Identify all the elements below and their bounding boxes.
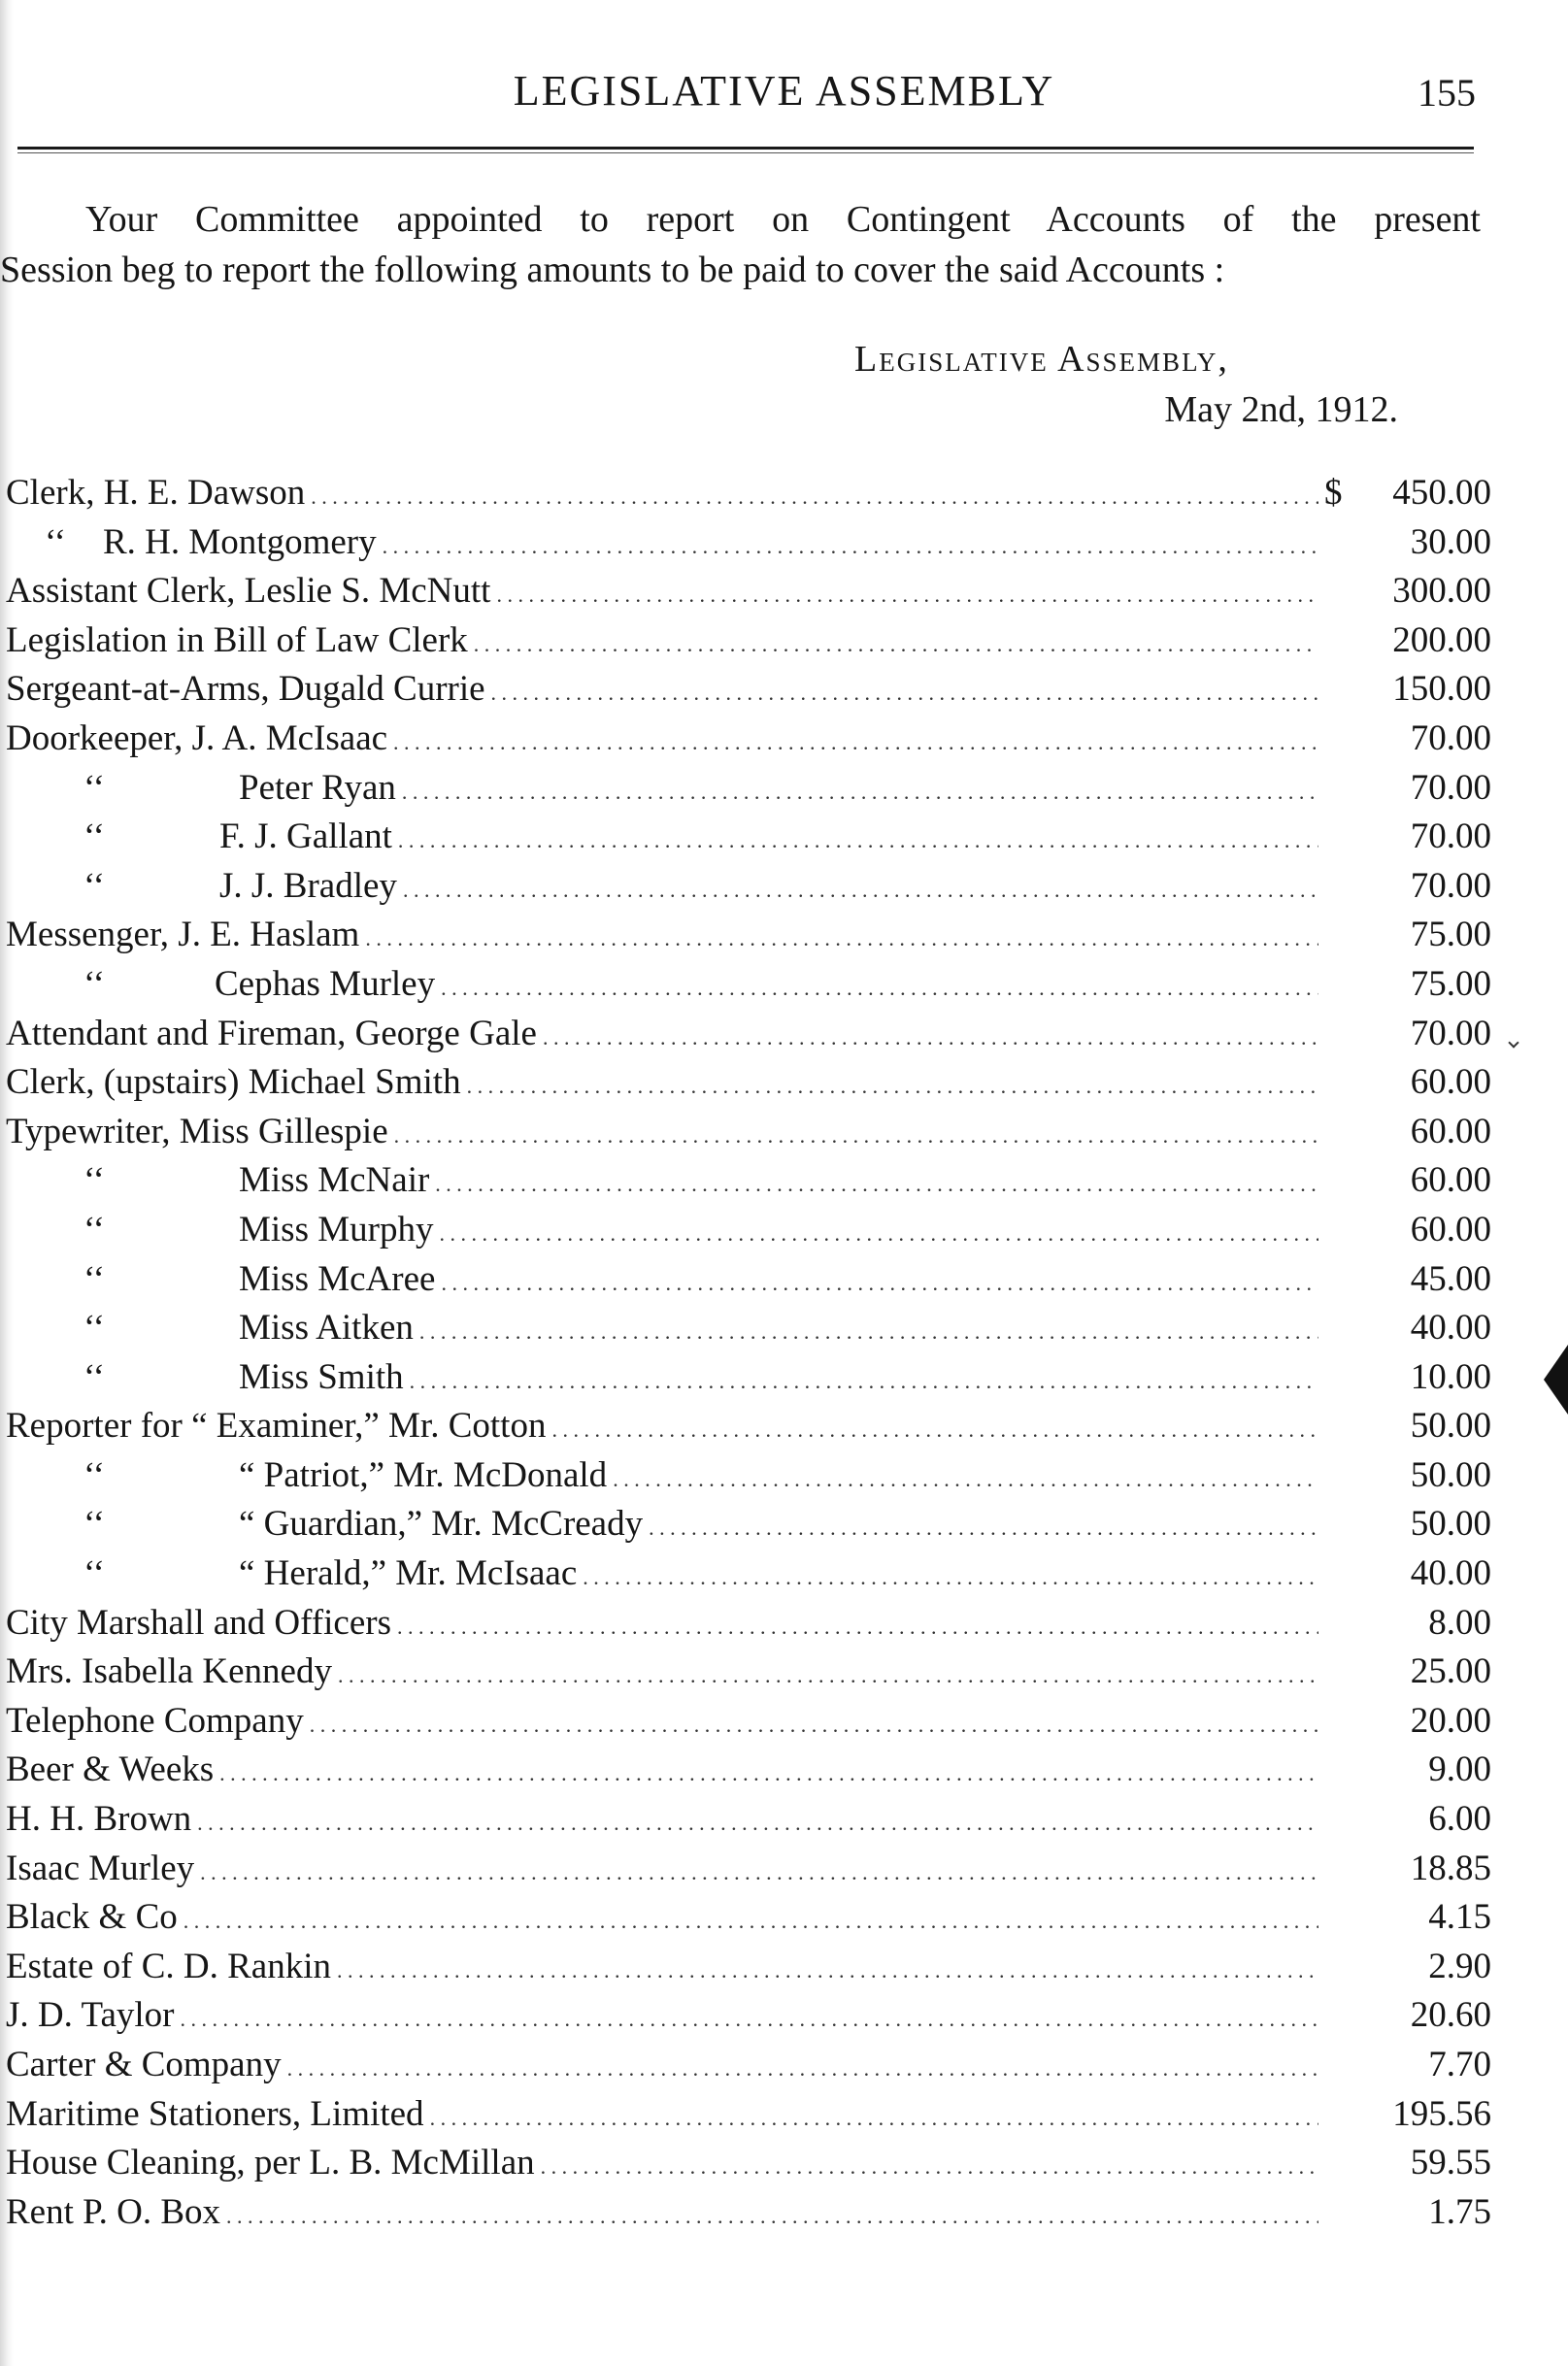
account-row <box>6 619 1491 669</box>
ditto-mark: ‘‘ <box>83 1553 105 1594</box>
account-amount: 60.00 <box>1410 1160 1491 1201</box>
account-row <box>6 1061 1491 1111</box>
dot-leader <box>181 1994 1319 2036</box>
account-label: Beer & Weeks <box>6 1750 215 1790</box>
account-amount: 59.55 <box>1410 2143 1491 2183</box>
ditto-mark: ‘‘ <box>83 1209 105 1250</box>
account-amount: 1.75 <box>1428 2191 1491 2232</box>
account-amount: 30.00 <box>1410 521 1491 562</box>
account-row <box>6 1307 1491 1356</box>
account-amount: 60.00 <box>1410 1062 1491 1103</box>
account-amount: 6.00 <box>1428 1799 1491 1840</box>
dot-leader <box>197 1798 1318 1840</box>
accounts-list <box>6 472 1491 2240</box>
account-amount: 75.00 <box>1410 963 1491 1004</box>
dot-leader <box>491 668 1318 710</box>
ditto-mark: ‘‘ <box>83 1454 105 1495</box>
account-row <box>6 767 1491 816</box>
account-row <box>6 1405 1491 1454</box>
account-amount: 2.90 <box>1428 1946 1491 1986</box>
account-row <box>6 1258 1491 1308</box>
stray-mark <box>1508 1037 1518 1048</box>
dot-leader <box>219 1749 1318 1790</box>
header-rule-thin <box>17 152 1474 153</box>
dot-leader <box>496 570 1318 612</box>
account-row <box>6 963 1491 1013</box>
account-row <box>6 914 1491 963</box>
account-amount: 9.00 <box>1428 1750 1491 1790</box>
account-label: Typewriter, Miss Gillespie <box>6 1111 388 1151</box>
account-row <box>6 1159 1491 1209</box>
account-label: Sergeant-at-Arms, Dugald Currie <box>6 669 485 710</box>
account-amount: 75.00 <box>1410 915 1491 955</box>
account-label: Rent P. O. Box <box>6 2191 221 2232</box>
dollar-sign: $ <box>1324 473 1343 513</box>
account-amount: 40.00 <box>1410 1308 1491 1349</box>
account-label: Carter & Company <box>6 2045 282 2084</box>
account-row <box>6 2044 1491 2093</box>
dot-leader <box>337 1946 1318 1987</box>
account-amount: 70.00 <box>1410 865 1491 906</box>
account-label: J. J. Bradley <box>219 865 397 906</box>
dot-leader <box>397 1602 1318 1644</box>
dot-leader <box>441 1258 1318 1300</box>
account-label: “ Guardian,” Mr. McCready <box>239 1504 644 1545</box>
account-row <box>6 1602 1491 1651</box>
ditto-mark: ‘‘ <box>83 816 105 857</box>
intro-line-2: Session beg to report the following amounts to be paid to cover the said Accounts : <box>0 250 1225 290</box>
account-label: “ Patriot,” Mr. McDonald <box>239 1454 608 1495</box>
dot-leader <box>410 1356 1318 1398</box>
account-label: Clerk, (upstairs) Michael Smith <box>6 1062 461 1103</box>
account-label: Miss Aitken <box>239 1308 414 1349</box>
ditto-mark: ‘‘ <box>83 1160 105 1201</box>
account-row <box>6 1552 1491 1602</box>
account-amount: 7.70 <box>1428 2045 1491 2084</box>
dateline-date: May 2nd, 1912. <box>1164 389 1398 430</box>
account-label: J. D. Taylor <box>6 1995 175 2036</box>
account-row <box>6 1798 1491 1848</box>
account-amount: 25.00 <box>1410 1651 1491 1692</box>
account-label: Isaac Murley <box>6 1848 195 1888</box>
account-row <box>6 2093 1491 2143</box>
account-row <box>6 1946 1491 1995</box>
account-row <box>6 1503 1491 1552</box>
dateline <box>854 338 1398 431</box>
account-row <box>6 668 1491 717</box>
dot-leader <box>402 767 1318 809</box>
dot-leader <box>311 472 1318 514</box>
dot-leader <box>383 521 1318 563</box>
account-row <box>6 816 1491 865</box>
account-label: Miss Murphy <box>239 1209 434 1250</box>
dot-leader <box>551 1405 1318 1447</box>
ditto-mark: ‘‘ <box>45 521 66 562</box>
dot-leader <box>419 1307 1318 1349</box>
account-label: Miss Smith <box>239 1356 404 1397</box>
account-amount: 4.15 <box>1428 1897 1491 1938</box>
dot-leader <box>613 1454 1318 1496</box>
account-label: Telephone Company <box>6 1700 304 1741</box>
ditto-mark: ‘‘ <box>83 865 105 906</box>
dot-leader <box>393 717 1318 759</box>
ditto-mark: ‘‘ <box>83 963 105 1004</box>
account-row <box>6 1896 1491 1946</box>
account-amount: 70.00 <box>1410 816 1491 857</box>
account-row <box>6 865 1491 915</box>
account-label: R. H. Montgomery <box>103 521 377 562</box>
header-rule <box>17 147 1474 150</box>
ditto-mark: ‘‘ <box>83 1356 105 1397</box>
account-label: Attendant and Fireman, George Gale <box>6 1013 537 1053</box>
account-label: Messenger, J. E. Haslam <box>6 915 360 955</box>
dot-leader <box>649 1503 1318 1545</box>
account-label: Peter Ryan <box>239 767 396 808</box>
account-amount: 50.00 <box>1410 1504 1491 1545</box>
account-amount: 50.00 <box>1410 1454 1491 1495</box>
dot-leader <box>439 1209 1318 1250</box>
dot-leader <box>394 1111 1318 1152</box>
account-label: Cephas Murley <box>215 963 436 1004</box>
account-label: Mrs. Isabella Kennedy <box>6 1651 332 1692</box>
account-row <box>6 1209 1491 1258</box>
account-amount: 45.00 <box>1410 1258 1491 1299</box>
account-amount: 300.00 <box>1392 571 1491 612</box>
account-amount: 195.56 <box>1392 2093 1491 2134</box>
account-row <box>6 2191 1491 2241</box>
account-row <box>6 2142 1491 2191</box>
dot-leader <box>467 1061 1318 1103</box>
account-label: H. H. Brown <box>6 1799 192 1840</box>
account-row <box>6 1013 1491 1062</box>
dot-leader <box>310 1700 1318 1742</box>
dot-leader <box>583 1552 1318 1594</box>
account-label: F. J. Gallant <box>219 816 392 857</box>
account-amount: 60.00 <box>1410 1209 1491 1250</box>
account-row <box>6 1650 1491 1700</box>
account-row <box>6 1749 1491 1798</box>
account-row <box>6 1111 1491 1160</box>
account-label: “ Herald,” Mr. McIsaac <box>239 1553 578 1594</box>
account-label: Assistant Clerk, Leslie S. McNutt <box>6 571 491 612</box>
account-label: House Cleaning, per L. B. McMillan <box>6 2143 535 2183</box>
ink-blot <box>1544 1345 1568 1415</box>
dot-leader <box>403 865 1318 907</box>
account-label: Miss McAree <box>239 1258 436 1299</box>
account-amount: 150.00 <box>1392 669 1491 710</box>
account-label: Miss McNair <box>239 1160 430 1201</box>
account-amount: 40.00 <box>1410 1553 1491 1594</box>
account-amount: 60.00 <box>1410 1111 1491 1151</box>
account-label: Doorkeeper, J. A. McIsaac <box>6 717 388 758</box>
account-amount: 20.00 <box>1410 1700 1491 1741</box>
ditto-mark: ‘‘ <box>83 1504 105 1545</box>
dot-leader <box>226 2191 1318 2233</box>
dot-leader <box>435 1159 1318 1201</box>
ditto-mark: ‘‘ <box>83 767 105 808</box>
account-row <box>6 1454 1491 1504</box>
ditto-mark: ‘‘ <box>83 1258 105 1299</box>
intro-paragraph <box>0 194 1481 295</box>
dot-leader <box>543 1013 1318 1054</box>
account-amount: 8.00 <box>1428 1602 1491 1643</box>
account-label: Black & Co <box>6 1897 178 1938</box>
account-label: Clerk, H. E. Dawson <box>6 473 306 513</box>
account-row <box>6 1356 1491 1406</box>
account-amount: 70.00 <box>1410 1013 1491 1053</box>
account-label: Legislation in Bill of Law Clerk <box>6 619 468 660</box>
account-label: Maritime Stationers, Limited <box>6 2093 424 2134</box>
page-header <box>0 58 1568 126</box>
dot-leader <box>183 1896 1318 1938</box>
intro-line-1: Your Committee appointed to report on Contingent Accounts of the present <box>85 199 1481 240</box>
dot-leader <box>430 2093 1318 2135</box>
account-label: Reporter for “ Examiner,” Mr. Cotton <box>6 1406 547 1447</box>
dot-leader <box>365 914 1318 955</box>
account-row <box>6 1848 1491 1897</box>
dot-leader <box>541 2142 1318 2183</box>
dot-leader <box>441 963 1318 1005</box>
account-row <box>6 717 1491 767</box>
dateline-place: Legislative Assembly, <box>854 339 1229 380</box>
account-amount: 18.85 <box>1410 1848 1491 1888</box>
dot-leader <box>287 2044 1318 2085</box>
dot-leader <box>474 619 1318 661</box>
account-amount: 50.00 <box>1410 1406 1491 1447</box>
account-amount: 70.00 <box>1410 767 1491 808</box>
account-row <box>6 472 1491 521</box>
account-row <box>6 570 1491 619</box>
page-number: 155 <box>1418 71 1476 115</box>
account-amount: 200.00 <box>1392 619 1491 660</box>
dot-leader <box>200 1848 1318 1889</box>
running-title: LEGISLATIVE ASSEMBLY <box>513 67 1055 115</box>
account-amount: 20.60 <box>1410 1995 1491 2036</box>
account-amount: 450.00 <box>1392 473 1491 513</box>
account-label: City Marshall and Officers <box>6 1602 391 1643</box>
account-row <box>6 1994 1491 2044</box>
account-row <box>6 1700 1491 1750</box>
dot-leader <box>398 816 1318 857</box>
account-amount: 10.00 <box>1410 1356 1491 1397</box>
account-row <box>6 521 1491 571</box>
account-amount: 70.00 <box>1410 717 1491 758</box>
account-label: Estate of C. D. Rankin <box>6 1946 332 1986</box>
dot-leader <box>338 1650 1318 1692</box>
ditto-mark: ‘‘ <box>83 1308 105 1349</box>
